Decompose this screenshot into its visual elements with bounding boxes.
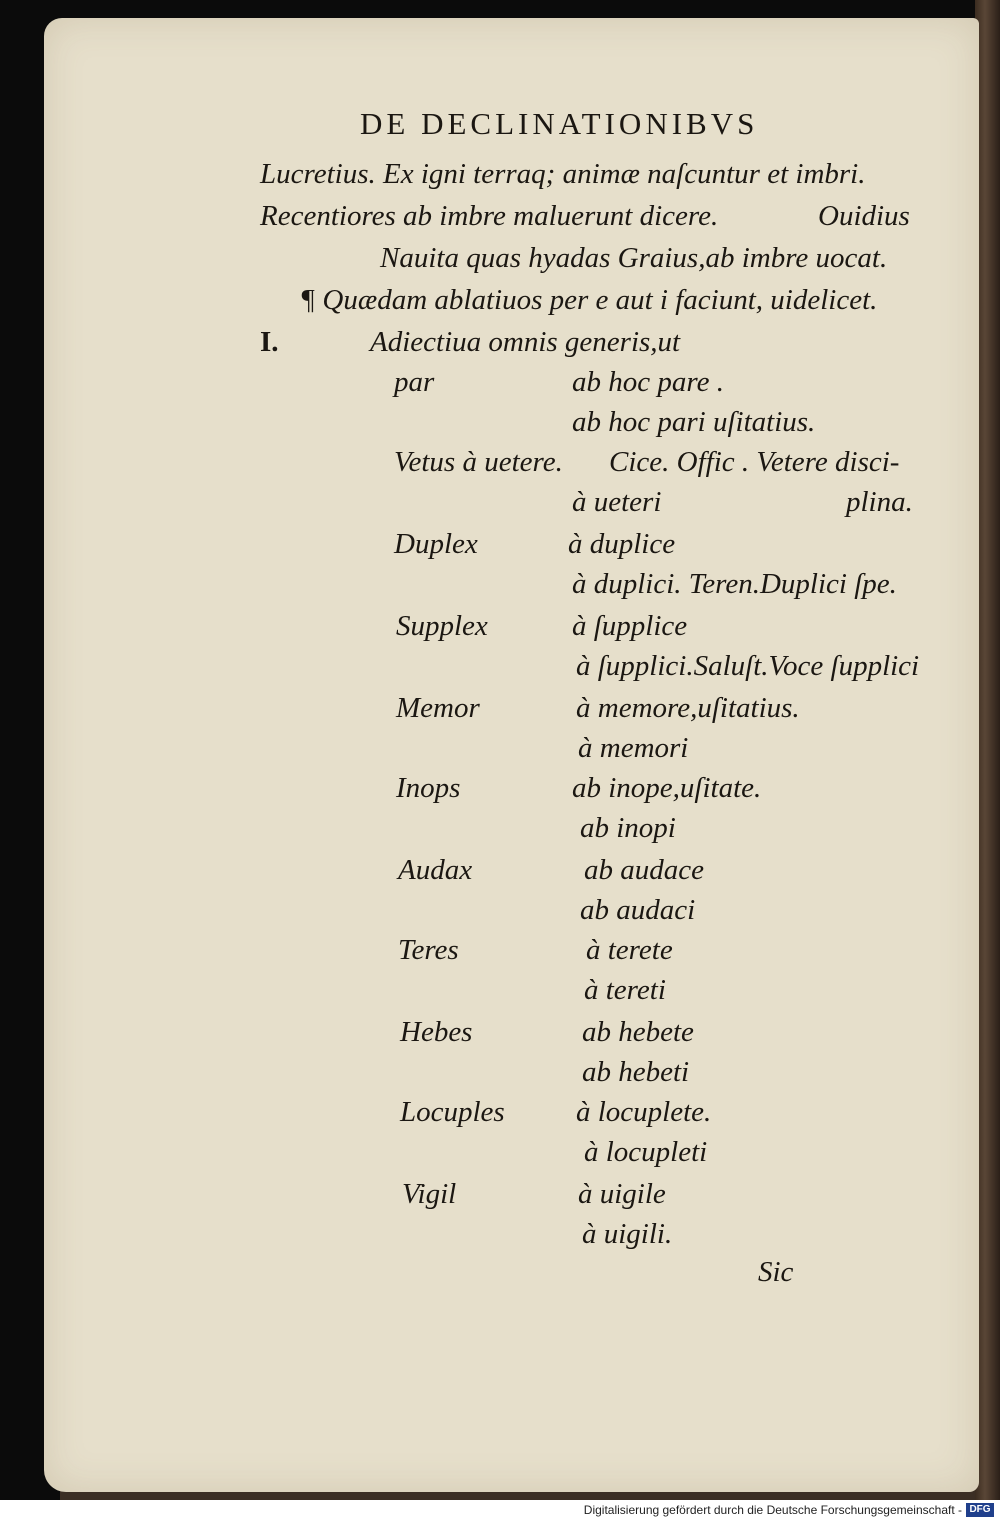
decl-form: à uigili. [582,1218,673,1250]
decl-form: à duplice [568,528,676,560]
section-marker: I. [260,326,279,358]
decl-form: à duplici. Teren.Duplici ſpe. [572,568,897,600]
decl-form: à tereti [584,974,666,1006]
decl-word: Memor [396,692,480,724]
text-line-ouidius: Ouidius [818,200,910,232]
decl-word: Locuples [400,1096,505,1128]
decl-form: à uigile [578,1178,666,1210]
decl-word: Teres [398,934,459,966]
decl-form: Cice. Offic . Vetere disci- [609,446,900,478]
decl-form: à memori [578,732,689,764]
decl-form: à ſupplice [572,610,688,642]
decl-word: Audax [398,854,473,886]
decl-form: ab inope,uſitate. [572,772,762,804]
decl-word: Hebes [400,1016,473,1048]
decl-form: à ſupplici.Saluſt.Voce ſupplici [576,650,920,682]
decl-word: Vigil [402,1178,457,1210]
text-line-nauita: Nauita quas hyadas Graius,ab imbre uocat. [380,242,888,274]
text-line-lucretius: Lucretius. Ex igni terraq; animæ naſcuntur et imbri. [260,158,866,190]
text-line-quaedam: ¶ Quædam ablatiuos per e aut i faciunt, uidelicet. [300,284,878,316]
book-page [44,18,979,1492]
funding-credit: Digitalisierung gefördert durch die Deutsche Forschungsgemeinschaft - [583,1503,962,1517]
decl-form: à memore,uſitatius. [576,692,800,724]
decl-form: plina. [846,486,913,518]
dfg-logo-icon: DFG [966,1503,994,1517]
running-header: DE DECLINATIONIBVS [360,106,759,141]
decl-word: Inops [396,772,461,804]
decl-form: ab hoc pare . [572,366,724,398]
decl-form: à locuplete. [576,1096,712,1128]
decl-form: ab hoc pari uſitatius. [572,406,816,438]
decl-form: ab audaci [580,894,696,926]
decl-form: à terete [586,934,673,966]
decl-word: Vetus à uetere. [394,446,563,478]
decl-form: ab inopi [580,812,676,844]
decl-word: Duplex [394,528,478,560]
text-line-recentiores: Recentiores ab imbre maluerunt dicere. [260,200,719,232]
text-line-adiectiua: Adiectiua omnis generis,ut [370,326,681,358]
decl-form: à ueteri [572,486,662,518]
decl-form: ab audace [584,854,704,886]
decl-word: Supplex [396,610,488,642]
decl-word: par [394,366,435,398]
catchword: Sic [758,1256,794,1288]
decl-form: ab hebeti [582,1056,690,1088]
digitization-footer [0,1500,1000,1521]
decl-form: ab hebete [582,1016,694,1048]
decl-form: à locupleti [584,1136,708,1168]
